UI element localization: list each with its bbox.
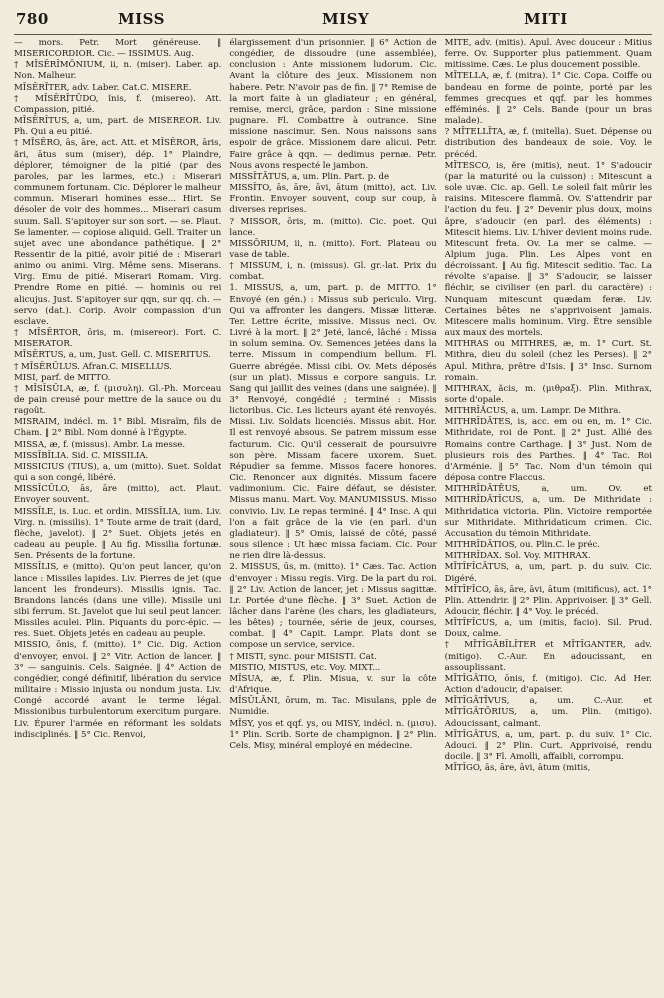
dictionary-entry: MĪSŬLĀNI, ōrum, m. Tac. Misulans, pple de Numidie. <box>229 696 437 718</box>
dictionary-entry: † MĪSĬSŬLA, æ, f. (μισυλη). Gl.-Ph. Morceau de pain creusé pour mettre de la sauce ou du ragoût. <box>14 383 222 417</box>
dictionary-entry: MĪSUA, æ, f. Plin. Misua, v. sur la côte d'Afrique. <box>229 673 437 696</box>
dictionary-entry: MĪSY, yos et qqf. ys, ou MISY, indécl. n. (μισυ). 1° Plin. Scrib. Sorte de champignon. ‖ 2° Plin. Cels. Misy, minéral employé en médecine. <box>229 718 437 751</box>
dictionary-entry: MISSĬTĀTUS, a, um. Plin. Part. p. de <box>229 171 390 182</box>
dictionary-entry: MĪTELLA, æ, f. (mitra). 1° Cic. Copa. Coiffe ou bandeau en forme de pointe, porté par les femmes grecques et qqf. par les hommes efféminés. ‖ 2° Cels. Bande (pour un bras malade). <box>444 71 652 127</box>
dictionary-entry: MĪSĔRĬTUS, a, um, part. de MISEREOR. Liv. Ph. Qui a eu pitié. <box>14 116 222 138</box>
dictionary-entry: MITHRĬDĀTIOS, ou. Plin.C. le préc. <box>444 540 601 551</box>
dictionary-entry: ? MĪTELLĪTA, æ, f. (mitella). Suet. Dépense ou distribution des bandeaux de soie. Voy. le précéd. <box>444 127 652 160</box>
dictionary-entry: MĪTĬFĬCĀTUS, a, um, part. p. du suiv. Cic. Digéré. <box>444 562 652 584</box>
left-guide-word: MISS <box>118 10 165 28</box>
column-middle <box>229 38 436 993</box>
dictionary-entry: MĪTĬGO, ās, āre, āvi, ātum (mitis, <box>444 763 591 774</box>
dictionary-entry: † MĪSĔRŬLUS. Afran.C. MISELLUS. <box>14 361 172 372</box>
text-columns <box>14 34 652 993</box>
dictionary-entry: MĪTĬGĀTIO, ōnis, f. (mitigo). Cic. Ad Her. Action d'adoucir, d'apaiser. <box>444 673 652 696</box>
dictionary-entry: MISSĬBĬLIA. Sid. C. MISSILIA. <box>14 450 149 461</box>
dictionary-entry: MITHRĬDAX. Sol. Voy. MITHRAX. <box>444 551 591 562</box>
dictionary-entry: MISSŌRIUM, ii, n. (mitto). Fort. Plateau ou vase de table. <box>229 238 437 260</box>
dictionary-entry: MISI, parf. de MITTO. <box>14 372 111 383</box>
dictionary-entry: MĪTĬGĀTĪVUS, a, um. C.-Aur. et MĪTĬGĀTŌRIUS, a, um. Plin. (mitigo). Adoucissant, calmant. <box>444 696 652 729</box>
dictionary-entry: 2. MISSUS, ūs, m. (mitto). 1° Cæs. Tac. Action d'envoyer : Missu regis. Virg. De la part du roi. ‖ 2° Liv. Action de lancer, jet : Missus sagittæ. Lr. Portée d'une flèche. ‖ 3° Suet. Action de lâcher dans l'arène (les chars, les gladiateurs, les bêtes) ; tournée, série de jeux, courses, combat. ‖ 4° Capit. Lampr. Plats dont se compose un service, service. <box>229 562 437 651</box>
dictionary-entry: † MĪSĔRO, ās, āre, act. Att. et MĬSĔROR, āris, ări, ātus sum (miser), dép. 1° Plaindre, déplorer, témoigner de la pitié (par des paroles, par les larmes, etc.) : Miserari communem fortunam. Cic. Déplorer le malheur commun. Miserari homines esse... Hirt. Se désoler de voir des hommes... Miserari casum suum. Sall. S'apitoyer sur son sort. — se. Plaut. Se lamenter. — copiose aliquid. Gell. Traiter un sujet avec une abondance pathétique. ‖ 2° Ressentir de la pitié, avoir pitié de : Miserari animo ou animi. Virg. Même sens. Miserans. Virg. Emu de pitié. Miserari Romam. Virg. Prendre Rome en pitié. — hominis ou rei alicujus. Just. S'apitoyer sur qqn, sur qq. ch. — servo (dat.). Corip. Avoir compassion d'un esclave. <box>14 138 222 327</box>
dictionary-entry: MĪTĬFĬCO, ās, āre, āvi, ātum (mitificus), act. 1° Plin. Attendrir. ‖ 2° Plin. Apprivoiser. ‖ 3° Gell. Adoucir, fléchir. ‖ 4° Voy. le précéd. <box>444 584 652 617</box>
dictionary-entry: MĪSĔRTUS, a, um, Just. Gell. C. MISERITUS. <box>14 350 211 361</box>
dictionary-entry: MISTIO, MISTUS, etc. Voy. MIXT... <box>229 662 381 673</box>
dictionary-entry: † MĪTĬGĀBĬLĬTER et MĪTĬGANTER, adv. (mitigo). C.-Aur. En adoucissant, en assouplissant. <box>444 640 652 673</box>
dictionary-entry: 1. MISSUS, a, um, part. p. de MITTO. 1° Envoyé (en gén.) : Missus sub periculo. Virg. Qui va affronter les dangers. Missæ litteræ. Ter. Lettre écrite, missive. Missus neci. Ov. Livré à la mort. ‖ 2° Jeté, lancé, lâché : Missa in solum semina. Ov. Semences jetées dans la terre. Missum in compendium bellum. Fl. Guerre abrégée. Missi cibi. Ov. Mets déposés (sur un plat). Missus e corpore sanguis. Lr. Sang qui jaillit des veines (dans une saignée). ‖ 3° Renvoyé, congédié ; terminé : Missis lictoribus. Cic. Les licteurs ayant été renvoyés. Missi. Liv. Soldats licenciés. Missus abit. Hor. Il est renvoyé absous. Se patrem missum esse facturum. Cic. Qu'il cesserait de poursuivre son père. Missam facere uxorem. Suet. Répudier sa femme. Missos facere honores. Cic. Renoncer aux dignités. Missum facere vadimonium. Cic. Faire défaut, se désister. Missus manu. Mart. Voy. MANUMISSUS. Misso convivio. Liv. Le repas terminé. ‖ 4° Insc. A qui l'on a fait grâce de la vie (en parl. d'un gladiateur). ‖ 5° Omis, laissé de côté, passé sous silence : Ut hæc missa faciam. Cic. Pour ne rien dire là-dessus. <box>229 283 437 562</box>
dictionary-entry: MĪTĬGĀTUS, a, um, part. p. du suiv. 1° Cic. Adouci. ‖ 2° Plin. Curt. Apprivoisé, rendu docile. ‖ 3° Fl. Amolli, affaibli, corrompu. <box>444 729 652 762</box>
dictionary-entry: MISSĬLE, is. Luc. et ordin. MISSĬLIA, ium. Liv. Virg. n. (missilis). 1° Toute arme de trait (dard, flèche, javelot). ‖ 2° Suet. Objets jetés en cadeau au peuple. ‖ Au fig. Missilia fortunæ. Sen. Présents de la fortune. <box>14 506 222 562</box>
dictionary-entry: ? MISSOR, ōris, m. (mitto). Cic. poet. Qui lance. <box>229 216 437 238</box>
page-header <box>14 8 652 32</box>
dictionary-entry: MĪTĔ, adv. (mitis). Apul. Avec douceur : Mitius ferre. Ov. Supporter plus patiemment. Quam mitissime. Cæs. Le plus doucement possible. <box>444 38 652 71</box>
dictionary-entry: MISSĬTO, ās, āre, āvi, ātum (mitto), act. Liv. Frontin. Envoyer souvent, coup sur coup, à diverses reprises. <box>229 183 437 216</box>
dictionary-entry: † MĪSĔRTOR, ōris, m. (misereor). Fort. C. MISERATOR. <box>14 328 222 350</box>
dictionary-entry: MISSĬLIS, e (mitto). Qu'on peut lancer, qu'on lance : Missiles lapides. Liv. Pierres de jet (que lancent les frondeurs). Missilis ignis. Tac. Brandons lancés (dans une ville). Missile uni sibi ferrum. St. Javelot que lui seul peut lancer. Missiles aculei. Plin. Piquants du porc-épic. — res. Suet. Objets jetés en cadeau au peuple. <box>14 562 222 640</box>
dictionary-entry: MITHRĬĂCUS, a, um. Lampr. De Mithra. <box>444 406 622 417</box>
dictionary-entry: MISRAIM, indécl. m. 1° Bibl. Misraïm, fils de Cham. ‖ 2° Bibl. Nom donné à l'Égypte. <box>14 417 222 439</box>
dictionary-entry: — mors. Petr. Mort généreuse. ‖ MISERICORDIOR. Cic. — ISSIMUS. Aug. <box>14 38 222 60</box>
column-right <box>445 38 652 993</box>
dictionary-entry: † MĪSĔRĬMŌNIUM, ii, n. (miser). Laber. ap. Non. Malheur. <box>14 60 222 82</box>
right-guide-word: MITI <box>524 10 568 28</box>
dictionary-entry: MĪTĬFĬCUS, a, um (mitis, facio). Sil. Prud. Doux, calme. <box>444 618 652 640</box>
dictionary-entry: MISSA, æ, f. (missus). Ambr. La messe. <box>14 439 186 450</box>
dictionary-entry: † MISSUM, i, n. (missus). Gl. gr.-lat. Prix du combat. <box>229 261 437 283</box>
dictionary-entry: MITHRĬDĀTĒUS, a, um. Ov. et MITHRĬDĀTĬCUS, a, um. De Mithridate : Mithridatica victoria. Plin. Victoire remportée sur Mithridate. Mithridaticum crimen. Cic. Accusation du témoin Mithridate. <box>444 484 652 539</box>
dictionary-entry: † MĪSĔRĪTŪDO, ĭnis, f. (misereo). Att. Compassion, pitié. <box>14 93 222 115</box>
dictionary-entry: † MISTI, sync. pour MISISTI. Cat. <box>229 651 377 662</box>
dictionary-entry: MĪSĔRĪTER, adv. Laber. Cat.C. MISERE. <box>14 82 192 93</box>
page-number: 780 <box>16 10 49 28</box>
dictionary-entry: MISSICIUS (TIUS), a, um (mitto). Suet. Soldat qui a son congé, libéré. <box>14 461 222 484</box>
dictionary-entry: MITHRAX, ăcis, m. (μιθραξ). Plin. Mithrax, sorte d'opale. <box>444 383 652 405</box>
dictionary-entry: élargissement d'un prisonnier. ‖ 6° Action de congédier, de dissoudre (une assemblée), conclusion : Ante missionem ludorum. Cic. Avant la clôture des jeux. Missionem non habere. Petr. N'avoir pas de fin. ‖ 7° Remise de la mort faite à un gladiateur ; en général, remise, merci, grâce, pardon : Sine missione pugnare. Fl. Combattre à outrance. Sine missione nascimur. Sen. Nous naissons sans espoir de grâce. Missionem dare alicui. Petr. Faire grâce à qqn. — dedimus pernæ. Petr. Nous avons respecté le jambon. <box>229 38 437 171</box>
dictionary-entry: MITHRĬDĀTES, is, acc. em ou en, m. 1° Cic. Mithridate, roi de Pont. ‖ 2° Just. Allié des Romains contre Carthage. ‖ 3° Just. Nom de plusieurs rois des Parthes. ‖ 4° Tac. Roi d'Arménie. ‖ 5° Tac. Nom d'un témoin qui déposa contre Flaccus. <box>444 417 652 484</box>
column-left <box>14 38 221 993</box>
dictionary-entry: MĪTESCO, is, ĕre (mitis), neut. 1° S'adoucir (par la maturité ou la cuisson) : Mitescunt a sole uvæ. Cic. ap. Gell. Le soleil fait mûrir les raisins. Mitescere flammā. Ov. S'attendrir par l'action du feu. ‖ 2° Devenir plus doux, moins âpre, s'adoucir (en parl. des éléments) : Mitescit hiems. Liv. L'hiver devient moins rude. Mitescunt freta. Ov. La mer se calme. — Alpium juga. Plin. Les Alpes vont en décroissant. ‖ Au fig. Mitescit seditio. Tac. La révolte s'apaise. ‖ 3° S'adoucir, se laisser fléchir, se civiliser (en parl. du caractère) : Nunquam mitescunt quædam feræ. Liv. Certaines bêtes ne s'apprivoisent jamais. Mitescere malis hominum. Virg. Être sensible aux maux des mortels. <box>444 160 652 339</box>
dictionary-entry: MISSĬCŬLO, ās, āre (mitto), act. Plaut. Envoyer souvent. <box>14 484 222 506</box>
center-guide-word: MISY <box>322 10 370 28</box>
dictionary-entry: MISSIO, ōnis, f. (mitto). 1° Cic. Dig. Action d'envoyer, envoi. ‖ 2° Vitr. Action de lancer. ‖ 3° — sanguinis. Cels. Saignée. ‖ 4° Action de congédier, congé définitif, libération du service militaire : Missio injusta ou nondum justa. Liv. Congé accordé avant le terme légal. Missionibus turbulentorum exercitum purgare. Liv. Épurer l'armée en réformant les soldats indisciplinés. ‖ 5° Cic. Renvoi, <box>14 640 222 740</box>
dictionary-entry: MITHRAS ou MITHRES, æ, m. 1° Curt. St. Mithra, dieu du soleil (chez les Perses). ‖ 2° Apul. Mithra, prêtre d'Isis. ‖ 3° Insc. Surnom romain. <box>444 339 652 383</box>
